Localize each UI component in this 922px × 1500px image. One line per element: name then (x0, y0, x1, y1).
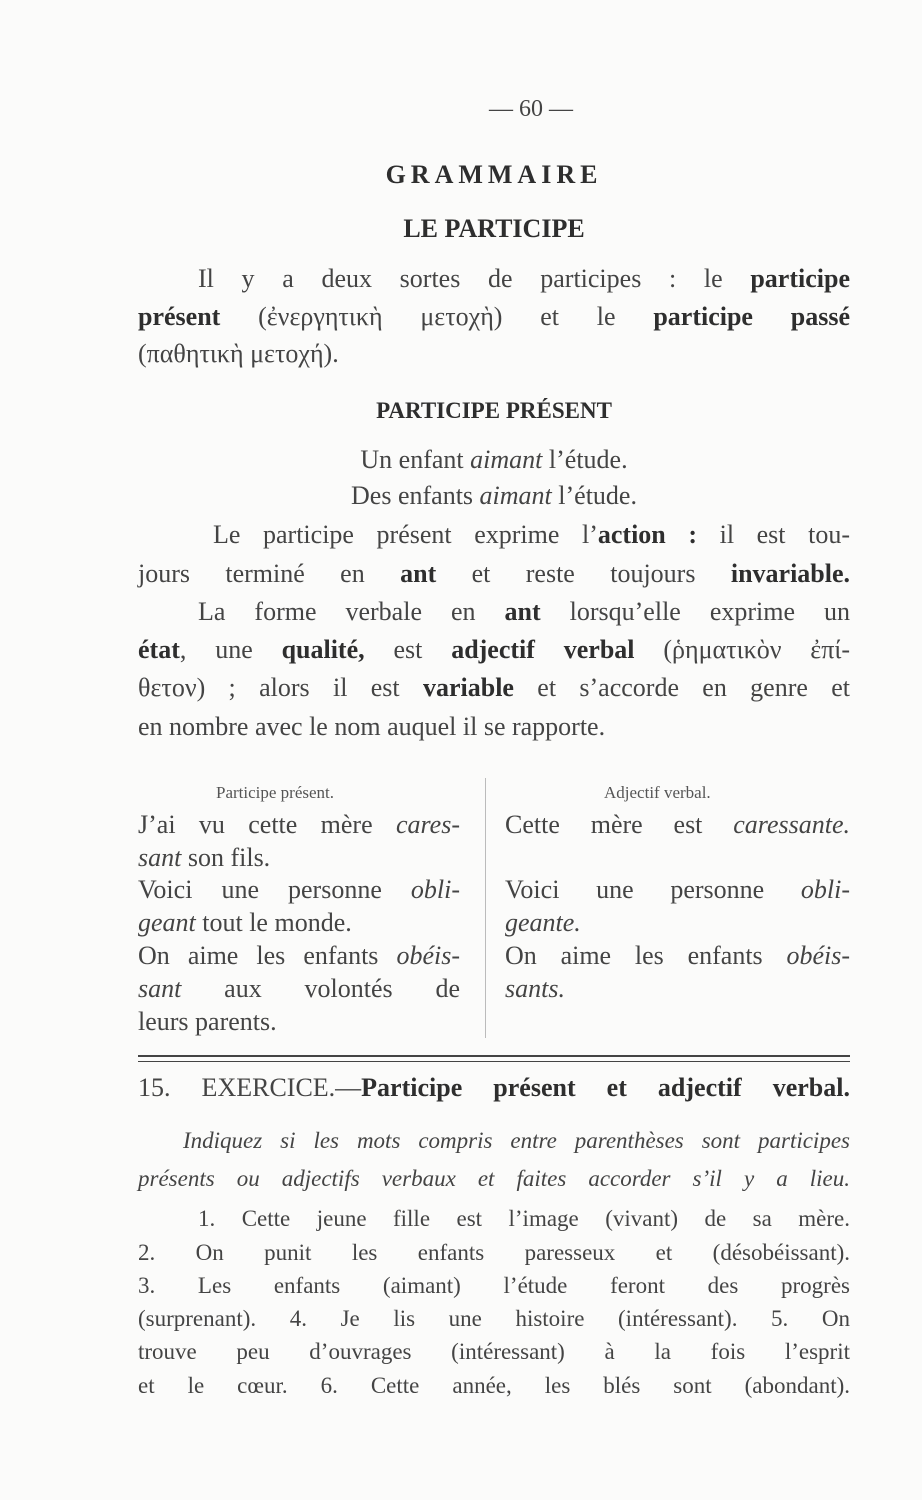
bold-text: ant (504, 597, 541, 626)
right-col-line (505, 939, 850, 973)
text: (surprenant). 4. Je lis une histoire (intéressant). 5. On (138, 1306, 850, 1331)
text: 1. Cette jeune fille est l’image (vivant) de sa mère. (198, 1206, 850, 1231)
example-line (138, 479, 850, 513)
exercise-line (138, 1335, 850, 1369)
italic-text: caressante. (733, 810, 850, 839)
text: (ῥηματικὸν ἐπί- (634, 635, 850, 664)
bold-text: variable (422, 673, 514, 702)
bold-text: état (138, 635, 180, 664)
left-col-line (138, 939, 460, 973)
intro-line (138, 300, 850, 334)
text: Un enfant (360, 445, 471, 474)
text: leurs parents. (138, 1007, 277, 1036)
text: 3. Les enfants (aimant) l’étude feront des progrès (138, 1273, 850, 1298)
italic-text: présents ou adjectifs verbaux et faites accorder s’il y a lieu. (138, 1166, 850, 1191)
double-rule-top (138, 1055, 850, 1057)
table-header-right: Adjectif verbal. (604, 783, 711, 802)
example-line (138, 443, 850, 477)
italic-text: aimant (479, 481, 552, 510)
exercise-line (198, 1202, 850, 1236)
text: et le cœur. 6. Cette année, les blés sont (abondant). (138, 1373, 850, 1398)
right-col-line (505, 808, 850, 842)
left-col-line (138, 841, 460, 875)
italic-text: aimant (470, 445, 543, 474)
text: il est tou- (697, 520, 850, 549)
text: Voici une personne (505, 875, 801, 904)
text: trouve peu d’ouvrages (intéressant) à la fois l’esprit (138, 1339, 850, 1364)
text: et reste toujours (436, 559, 731, 588)
bold-text: qualité, (281, 635, 365, 664)
text: Voici une personne (138, 875, 411, 904)
body-line (138, 710, 850, 744)
double-rule-bottom (138, 1061, 850, 1062)
text: On aime les enfants (505, 941, 787, 970)
text: 15. EXERCICE.— (138, 1073, 362, 1102)
body-line (198, 595, 850, 629)
body-line (213, 518, 850, 552)
left-col-line (138, 873, 460, 907)
text: (ἐνεργητικὴ μετοχὴ) et le (220, 302, 654, 331)
text: et s’accorde en genre et (513, 673, 851, 702)
text: Il y a deux sortes de participes : le (198, 264, 751, 293)
bold-text: invariable. (730, 559, 851, 588)
italic-text: obli- (800, 875, 850, 904)
column-divider (485, 778, 486, 1038)
left-col-line (138, 808, 460, 842)
body-line (138, 557, 850, 591)
text: On aime les enfants (138, 941, 397, 970)
italic-text: sant (138, 843, 182, 872)
text: son fils. (181, 843, 271, 872)
bold-text: participe (750, 264, 850, 293)
text: est (364, 635, 452, 664)
text: Cette mère est (505, 810, 734, 839)
left-col-line (138, 972, 460, 1006)
exercise-title (138, 1071, 850, 1105)
text: en nombre avec le nom auquel il se rapporte. (138, 712, 606, 741)
body-line (138, 671, 850, 705)
text: aux volontés de (181, 974, 460, 1003)
instruction-line (138, 1162, 850, 1196)
bold-text: ant (400, 559, 437, 588)
right-col-line (505, 972, 850, 1006)
text: Des enfants (351, 481, 480, 510)
left-col-line (138, 1005, 460, 1039)
bold-text: participe passé (653, 302, 850, 331)
italic-text: obéis- (396, 941, 460, 970)
body-line (138, 633, 850, 667)
heading: GRAMMAIRE (385, 160, 603, 189)
exercise-line (138, 1302, 850, 1336)
intro-line (138, 337, 850, 371)
italic-text: cares- (395, 810, 460, 839)
text: , une (179, 635, 282, 664)
instruction-line (183, 1124, 850, 1158)
text: l’étude. (551, 481, 637, 510)
right-col-line (505, 906, 850, 940)
text: (παθητικὴ μετοχή). (138, 339, 339, 368)
subheading: LE PARTICIPE (403, 214, 585, 243)
text: 2. On punit les enfants paresseux et (désobéissant). (138, 1240, 850, 1265)
text: Le participe présent exprime l’ (213, 520, 598, 549)
section-title: PARTICIPE PRÉSENT (376, 398, 612, 423)
italic-text: Indiquez si les mots compris entre parenthèses sont participes (183, 1128, 850, 1153)
exercise-line (138, 1236, 850, 1270)
italic-text: obéis- (786, 941, 850, 970)
italic-text: geante. (505, 908, 581, 937)
text: tout le monde. (195, 908, 352, 937)
text: l’étude. (542, 445, 628, 474)
exercise-line (138, 1269, 850, 1303)
table-header-left: Participe présent. (216, 783, 335, 802)
bold-text: Participe présent et adjectif verbal. (361, 1073, 850, 1102)
text: lorsqu’elle exprime un (540, 597, 851, 626)
text: jours terminé en (138, 559, 401, 588)
italic-text: obli- (410, 875, 460, 904)
text: La forme verbale en (198, 597, 505, 626)
bold-text: action : (597, 520, 698, 549)
text: θετον) ; alors il est (138, 673, 423, 702)
intro-line (198, 262, 850, 296)
bold-text: adjectif verbal (451, 635, 635, 664)
page-number: — 60 — (489, 96, 573, 122)
italic-text: sant (138, 974, 182, 1003)
bold-text: présent (138, 302, 221, 331)
left-col-line (138, 906, 460, 940)
italic-text: sants. (505, 974, 565, 1003)
text: J’ai vu cette mère (138, 810, 396, 839)
italic-text: geant (138, 908, 196, 937)
exercise-line (138, 1369, 850, 1403)
right-col-line (505, 873, 850, 907)
